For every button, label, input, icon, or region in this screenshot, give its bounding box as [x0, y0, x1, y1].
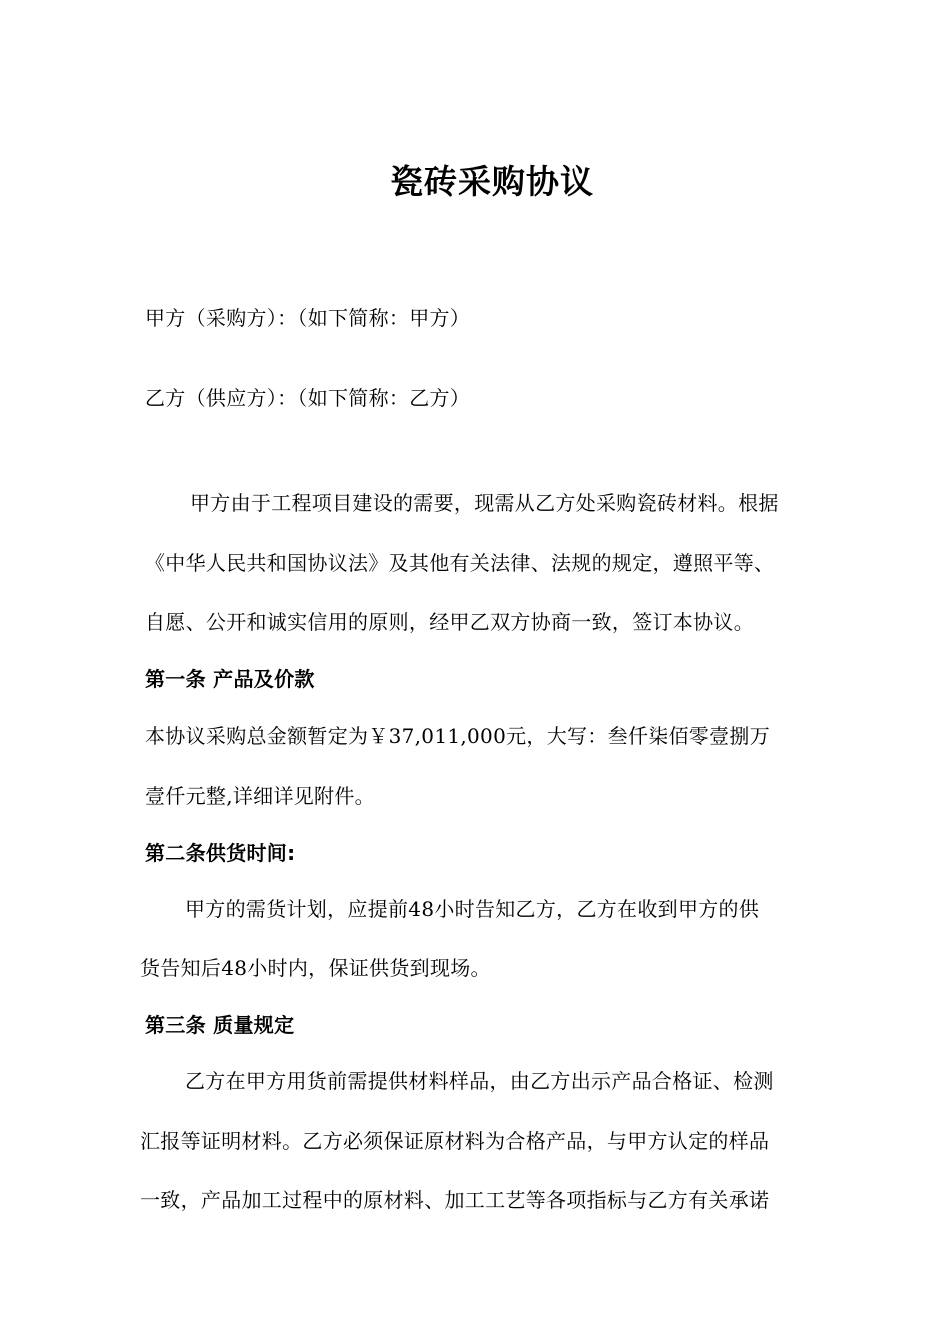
article-2-line-2: 货告知后48小时内，保证供货到现场。: [140, 956, 491, 980]
article-1-line-2: 壹仟元整,详细详见附件。: [145, 784, 375, 808]
party-b-line: 乙方（供应方）：（如下简称：乙方）: [145, 386, 471, 410]
intro-line-2: 《中华人民共和国协议法》及其他有关法律、法规的规定，遵照平等、: [145, 551, 775, 575]
article-1-line-1: 本协议采购总金额暂定为￥37,011,000元，大写：叁仟柒佰零壹捌万: [145, 724, 771, 748]
article-3-heading: 第三条 质量规定: [145, 1013, 295, 1037]
article-3-line-3: 一致，产品加工过程中的原材料、加工工艺等各项指标与乙方有关承诺: [140, 1188, 770, 1212]
party-a-line: 甲方（采购方）：（如下简称：甲方）: [145, 306, 471, 330]
intro-line-3: 自愿、公开和诚实信用的原则，经甲乙双方协商一致，签订本协议。: [145, 610, 754, 634]
article-3-line-1: 乙方在甲方用货前需提供材料样品，由乙方出示产品合格证、检测: [185, 1069, 774, 1093]
article-2-line-1: 甲方的需货计划，应提前48小时告知乙方，乙方在收到甲方的供: [185, 897, 760, 921]
document-title: 瓷砖采购协议: [390, 162, 594, 201]
article-1-heading: 第一条 产品及价款: [145, 667, 315, 691]
article-3-line-2: 汇报等证明材料。乙方必须保证原材料为合格产品，与甲方认定的样品: [140, 1129, 770, 1153]
article-2-heading: 第二条供货时间:: [145, 841, 296, 865]
intro-line-1: 甲方由于工程项目建设的需要，现需从乙方处采购瓷砖材料。根据: [190, 491, 779, 515]
